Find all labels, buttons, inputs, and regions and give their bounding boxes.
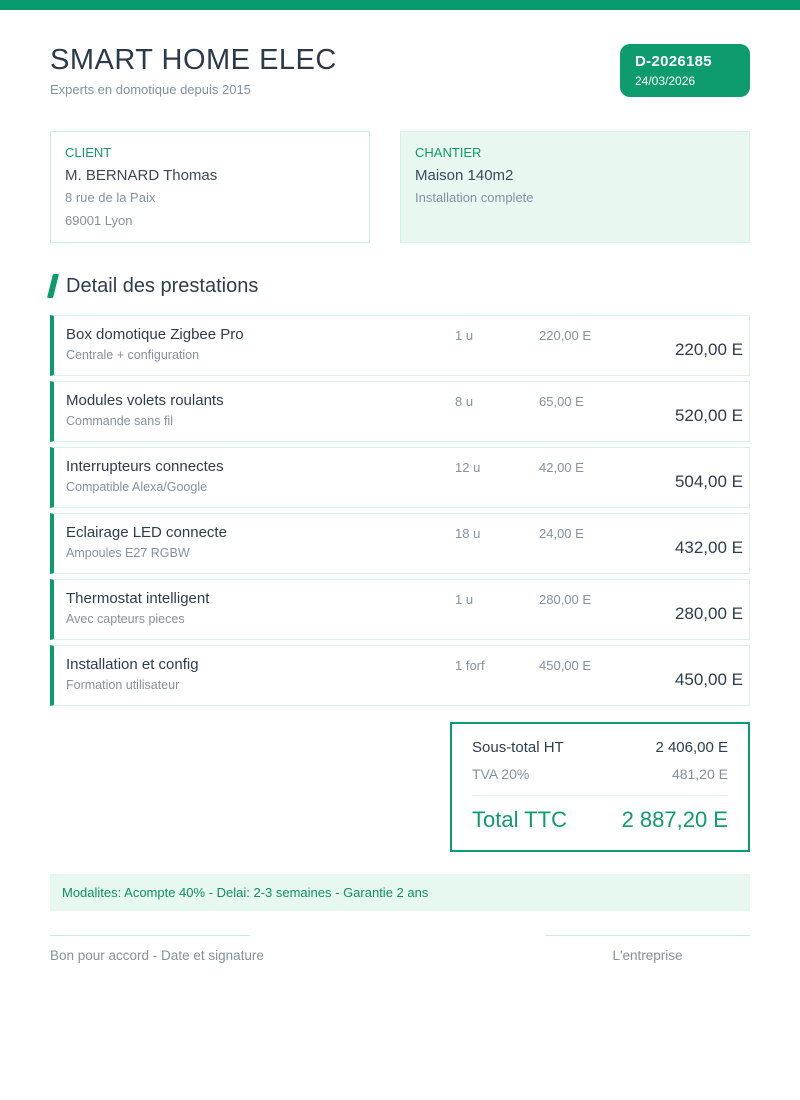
quote-document: [0, 44, 800, 963]
line-items-list: [50, 315, 750, 706]
client-signature-area: [50, 935, 264, 963]
item-total: 450,00 E: [674, 670, 743, 690]
item-subtitle: Compatible Alexa/Google: [66, 480, 208, 495]
grand-total-value: 2 887,20 E: [621, 807, 728, 833]
terms-bar: Modalites: Acompte 40% - Delai: 2-3 semaines - Garantie 2 ans: [50, 874, 750, 911]
tax-label: TVA 20%: [472, 766, 530, 783]
doc-date: 24/03/2026: [635, 74, 696, 88]
item-subtitle: Avec capteurs pieces: [66, 612, 185, 627]
item-title: Thermostat intelligent: [66, 590, 210, 608]
worksite-name: Maison 140m2: [415, 167, 514, 184]
worksite-box: [400, 131, 750, 243]
item-subtitle: Formation utilisateur: [66, 678, 180, 693]
company-signature-area: [545, 935, 750, 963]
item-unit-price: 24,00 E: [539, 526, 584, 542]
section-accent-mark: [47, 274, 59, 298]
client-box-label: CLIENT: [65, 145, 112, 160]
company-tagline: Experts en domotique depuis 2015: [50, 82, 251, 97]
line-item: [50, 645, 750, 706]
worksite-box-label: CHANTIER: [415, 145, 482, 160]
grand-total-label: Total TTC: [472, 807, 567, 833]
company-signature-line: [545, 935, 750, 936]
company-signature-label: L'entreprise: [612, 948, 683, 964]
company-name: SMART HOME ELEC: [50, 44, 337, 76]
section-title: Detail des prestations: [66, 274, 259, 297]
item-unit-price: 65,00 E: [539, 394, 584, 410]
top-accent-bar: [0, 0, 800, 10]
tax-value: 481,20 E: [671, 766, 728, 783]
item-quantity: 12 u: [455, 460, 481, 476]
item-unit-price: 42,00 E: [539, 460, 584, 476]
item-total: 504,00 E: [674, 472, 743, 492]
company-identity: [50, 44, 337, 97]
item-unit-price: 220,00 E: [539, 328, 592, 344]
item-title: Modules volets roulants: [66, 392, 224, 410]
subtotal-row: [472, 739, 728, 756]
line-item: [50, 381, 750, 442]
signature-section: [50, 935, 750, 963]
line-item: [50, 447, 750, 508]
item-quantity: 18 u: [455, 526, 481, 542]
item-quantity: 1 u: [455, 592, 474, 608]
item-unit-price: 280,00 E: [539, 592, 592, 608]
tax-row: [472, 766, 728, 782]
doc-number: D-2026185: [635, 53, 712, 70]
item-subtitle: Ampoules E27 RGBW: [66, 546, 190, 561]
item-subtitle: Centrale + configuration: [66, 348, 200, 363]
item-subtitle: Commande sans fil: [66, 414, 173, 429]
totals-divider: [472, 795, 728, 796]
item-title: Eclairage LED connecte: [66, 524, 227, 542]
client-address-line2: 69001 Lyon: [65, 212, 133, 228]
subtotal-label: Sous-total HT: [472, 739, 564, 757]
document-header: [50, 44, 750, 97]
item-total: 280,00 E: [674, 604, 743, 624]
item-title: Interrupteurs connectes: [66, 458, 224, 476]
client-address-line1: 8 rue de la Paix: [65, 190, 156, 205]
client-signature-label: Bon pour accord - Date et signature: [50, 948, 264, 964]
item-unit-price: 450,00 E: [539, 658, 592, 674]
line-item: [50, 513, 750, 574]
item-total: 432,00 E: [674, 538, 743, 558]
item-quantity: 8 u: [455, 394, 474, 410]
grand-total-row: [472, 807, 728, 833]
line-item: [50, 579, 750, 640]
line-item: [50, 315, 750, 376]
item-title: Box domotique Zigbee Pro: [66, 326, 244, 344]
party-boxes: [50, 131, 750, 243]
services-section-heading: [50, 274, 750, 298]
item-total: 520,00 E: [674, 406, 743, 426]
item-total: 220,00 E: [674, 340, 743, 360]
worksite-description: Installation complete: [415, 190, 534, 205]
item-quantity: 1 forf: [455, 658, 485, 674]
doc-reference-badge: [620, 44, 750, 97]
subtotal-value: 2 406,00 E: [655, 739, 728, 757]
client-signature-line: [50, 935, 250, 936]
totals-box: [450, 722, 750, 852]
client-name: M. BERNARD Thomas: [65, 167, 218, 184]
item-title: Installation et config: [66, 656, 199, 674]
item-quantity: 1 u: [455, 328, 474, 344]
client-box: [50, 131, 370, 243]
